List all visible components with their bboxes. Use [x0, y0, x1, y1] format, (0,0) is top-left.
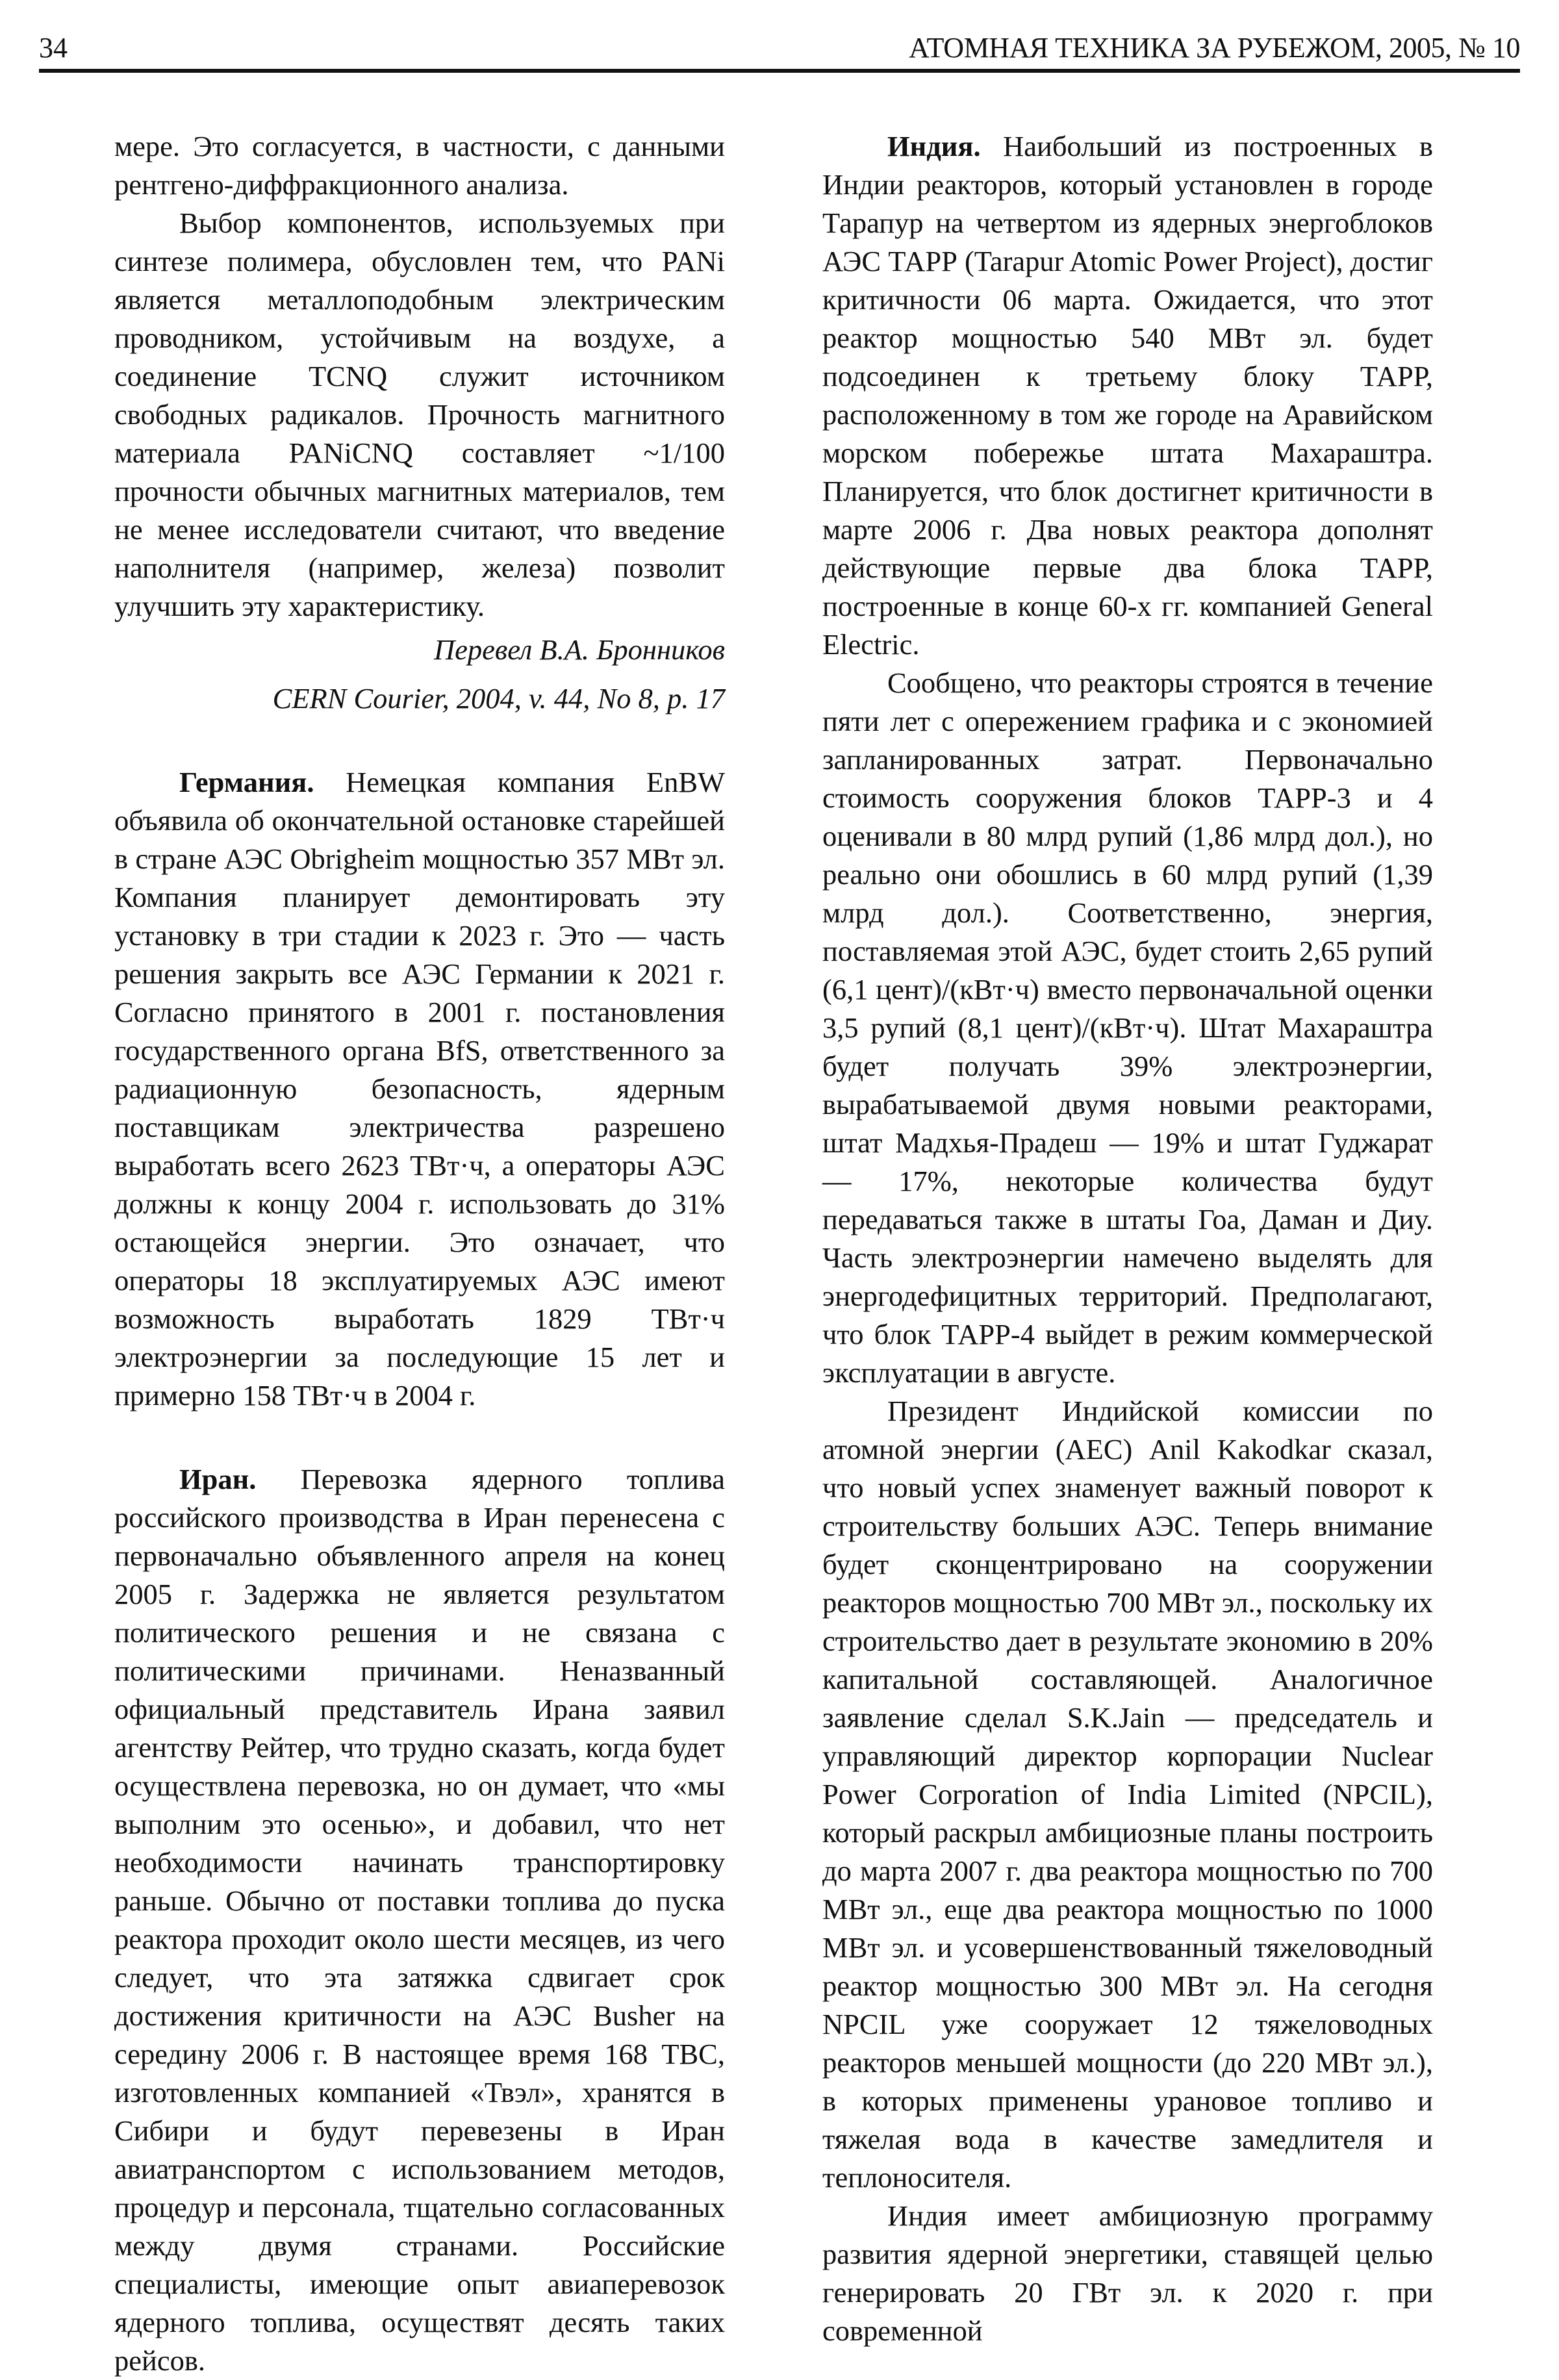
polymer-paragraph: Выбор компонентов, используемых при синтезе полимера, обусловлен тем, что PANi является металлоподобным электрическим проводником, устойчивым на воздухе, а соединение TCNQ служит источником свободных радикалов. Прочность магнитного материала PANiCNQ составляет ~1/100 прочности обычных магнитных материалов, тем не менее исследователи считают, что введение наполнителя (например, железа) позволит улучшить эту характеристику. — [114, 207, 725, 622]
germany-heading: Германия. — [179, 766, 314, 798]
header-rule — [39, 69, 1520, 73]
page-header — [39, 29, 1520, 68]
iran-news-item — [114, 1460, 725, 2380]
india-heading: Индия. — [887, 130, 981, 162]
india-aec-paragraph: Президент Индийской комиссии по атомной энергии (AEC) Anil Kakodkar сказал, что новый успех знаменует важный поворот к строительству больших АЭС. Теперь внимание будет сконцентрировано на сооружении реакторов мощностью 700 МВт эл., поскольку их строительство дает в результате экономию в 20% капитальной составляющей. Аналогичное заявление сделал S.K.Jain — председатель и управляющий директор корпорации Nuclear Power Corporation of India Limited (NPCIL), который раскрыл амбициозные планы построить до марта 2007 г. два реактора мощностью по 700 МВт эл., еще два реактора мощностью по 1000 МВт эл. и усовершенствованный тяжеловодный реактор мощностью 300 МВт эл. На сегодня NPCIL уже сооружает 12 тяжеловодных реакторов меньшей мощности (до 220 МВт эл.), в которых применены урановое топливо и тяжелая вода в качестве замедлителя и теплоносителя. — [822, 1395, 1433, 2194]
right-column — [822, 127, 1433, 2350]
india-text: Наибольший из построенных в Индии реакторов, который установлен в городе Тарапур на четвертом из ядерных энергоблоков АЭС ТАРР (Tarapur Atomic Power Project), достиг критичности 06 марта. Ожидается, что этот реактор мощностью 540 МВт эл. будет подсоединен к третьему блоку ТАРР, расположенному в том же городе на Аравийском морском побережье штата Махараштра. Планируется, что блок достигнет критичности в марте 2006 г. Два новых реактора дополнят действующие первые два блока ТАРР, построенные в конце 60-х гг. компанией General Electric. — [822, 130, 1433, 661]
india-costs-paragraph: Сообщено, что реакторы строятся в течение пяти лет с опережением графика и с экономией запланированных затрат. Первоначально стоимость сооружения блоков ТАРР-3 и 4 оценивали в 80 млрд рупий (1,86 млрд дол.), но реально они обошлись в 60 млрд рупий (1,39 млрд дол.). Соответственно, энергия, поставляемая этой АЭС, будет стоить 2,65 рупий (6,1 цент)/(кВт·ч) вместо первоначальной оценки 3,5 рупий (8,1 цент)/(кВт·ч). Штат Махараштра будет получать 39% электроэнергии, вырабатываемой двумя новыми реакторами, штат Мадхья-Прадеш — 19% и штат Гуджарат — 17%, некоторые количества будут передаваться также в штаты Гоа, Даман и Диу. Часть электроэнергии намечено выделять для энергодефицитных территорий. Предполагают, что блок ТАРР-4 выйдет в режим коммерческой эксплуатации в августе. — [822, 666, 1433, 1389]
translator-credit: Перевел В.А. Бронников — [434, 633, 725, 666]
india-program-paragraph: Индия имеет амбициозную программу развития ядерной энергетики, ставящей целью генерировать 20 ГВт эл. к 2020 г. при современной — [822, 2199, 1433, 2347]
left-column — [114, 127, 725, 2380]
india-news-item — [822, 127, 1433, 664]
germany-text: Немецкая компания EnBW объявила об окончательной остановке старейшей в стране АЭС Obrigheim мощностью 357 МВт эл. Компания планирует демонтировать эту установку в три стадии к 2023 г. Это — часть решения закрыть все АЭС Германии к 2021 г. Согласно принятого в 2001 г. постановления государственного органа BfS, ответственного за радиационную безопасность, ядерным поставщикам электричества разрешено выработать всего 2623 ТВт·ч, а операторы АЭС должны к концу 2004 г. использовать до 31% остающейся энергии. Это означает, что операторы 18 эксплуатируемых АЭС имеют возможность выработать 1829 ТВт·ч электроэнергии за последующие 15 лет и примерно 158 ТВт·ч в 2004 г. — [114, 766, 725, 1412]
page-number: 34 — [39, 32, 68, 64]
journal-title: АТОМНАЯ ТЕХНИКА ЗА РУБЕЖОМ, 2005, № 10 — [909, 32, 1520, 64]
iran-text: Перевозка ядерного топлива российского производства в Иран перенесена с первоначально объявленного апреля на конец 2005 г. Задержка не является результатом политического решения и не связана с политическими причинами. Неназванный официальный представитель Ирана заявил агентству Рейтер, что трудно сказать, когда будет осуществлена перевозка, но он думает, что «мы выполним это осенью», и добавил, что нет необходимости начинать транспортировку раньше. Обычно от поставки топлива до пуска реактора проходит около шести месяцев, из чего следует, что эта затяжка сдвигает срок достижения критичности на АЭС Busher на середину 2006 г. В настоящее время 168 ТВС, изготовленных компанией «Твэл», хранятся в Сибири и будут перевезены в Иран авиатранспортом с использованием методов, процедур и персонала, тщательно согласованных между двумя странами. Российские специалисты, имеющие опыт авиаперевозок ядерного топлива, осуществят десять таких рейсов. — [114, 1463, 725, 2377]
iran-heading: Иран. — [179, 1463, 257, 1495]
continuation-paragraph: мере. Это согласуется, в частности, с данными рентгено-диффракционного анализа. — [114, 130, 725, 201]
source-citation: CERN Courier, 2004, v. 44, No 8, p. 17 — [272, 682, 725, 715]
germany-news-item — [114, 763, 725, 1415]
